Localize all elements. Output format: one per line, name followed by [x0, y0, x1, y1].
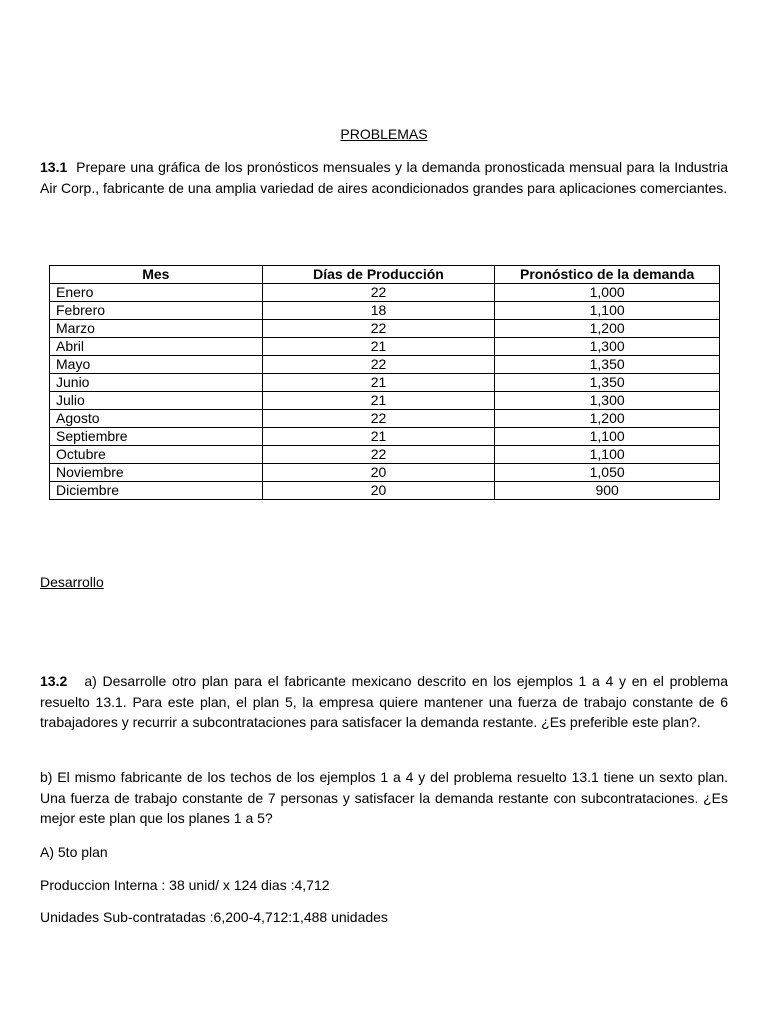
forecast-cell: 1,000	[495, 284, 720, 302]
table-row	[50, 446, 720, 464]
forecast-cell: 900	[495, 482, 720, 500]
days-cell: 21	[262, 374, 495, 392]
forecast-cell: 1,300	[495, 392, 720, 410]
forecast-cell: 1,100	[495, 446, 720, 464]
forecast-cell: 1,200	[495, 410, 720, 428]
table-header-row	[50, 266, 720, 284]
days-cell: 21	[262, 338, 495, 356]
month-cell: Junio	[50, 374, 263, 392]
table-row	[50, 356, 720, 374]
problem-number: 13.2	[40, 673, 68, 689]
forecast-cell: 1,200	[495, 320, 720, 338]
days-cell: 22	[262, 284, 495, 302]
days-cell: 21	[262, 392, 495, 410]
forecast-cell: 1,050	[495, 464, 720, 482]
days-cell: 22	[262, 410, 495, 428]
column-header-pronostico: Pronóstico de la demanda	[495, 266, 720, 284]
forecast-cell: 1,350	[495, 356, 720, 374]
page-title: PROBLEMAS	[340, 126, 428, 142]
table-row	[50, 392, 720, 410]
problem-text: Prepare una gráfica de los pronósticos mensuales y la demanda pronosticada mensual para la Industria Air Corp., fabricante de una amplia variedad de aires acondicionados grandes para aplicaciones comerciantes.	[40, 159, 728, 196]
days-cell: 22	[262, 356, 495, 374]
part-a-text: a) Desarrolle otro plan para el fabricante mexicano descrito en los ejemplos 1 a 4 y en el problema resuelto 13.1. Para este plan, el plan 5, la empresa quiere mantener una fuerza de trabajo constante de 6 trabajadores y recurrir a subcontrataciones para satisfacer la demanda restante. ¿Es preferible este plan?.	[40, 673, 728, 730]
forecast-cell: 1,100	[495, 302, 720, 320]
forecast-cell: 1,300	[495, 338, 720, 356]
plan-label: A) 5to plan	[40, 844, 108, 860]
table-row	[50, 320, 720, 338]
table-row	[50, 284, 720, 302]
month-cell: Mayo	[50, 356, 263, 374]
month-cell: Enero	[50, 284, 263, 302]
table-row	[50, 410, 720, 428]
internal-production-line: Produccion Interna : 38 unid/ x 124 dias :4,712	[40, 877, 330, 893]
desarrollo-heading: Desarrollo	[40, 574, 104, 590]
problem-13-2-part-a	[40, 671, 728, 733]
days-cell: 18	[262, 302, 495, 320]
forecast-cell: 1,350	[495, 374, 720, 392]
month-cell: Marzo	[50, 320, 263, 338]
column-header-dias: Días de Producción	[262, 266, 495, 284]
days-cell: 20	[262, 464, 495, 482]
month-cell: Abril	[50, 338, 263, 356]
table-row	[50, 428, 720, 446]
month-cell: Julio	[50, 392, 263, 410]
month-cell: Agosto	[50, 410, 263, 428]
table-row	[50, 482, 720, 500]
demand-table	[49, 265, 720, 500]
forecast-cell: 1,100	[495, 428, 720, 446]
month-cell: Febrero	[50, 302, 263, 320]
days-cell: 22	[262, 320, 495, 338]
subcontracted-units-line: Unidades Sub-contratadas :6,200-4,712:1,488 unidades	[40, 909, 388, 925]
table-row	[50, 302, 720, 320]
column-header-mes: Mes	[50, 266, 263, 284]
problem-13-2-part-b: b) El mismo fabricante de los techos de los ejemplos 1 a 4 y del problema resuelto 13.1 tiene un sexto plan. Una fuerza de trabajo constante de 7 personas y satisfacer la demanda restante con subcontrataciones. ¿Es mejor este plan que los planes 1 a 5?	[40, 769, 728, 826]
problem-13-1	[40, 157, 728, 198]
table-row	[50, 374, 720, 392]
table-row	[50, 338, 720, 356]
month-cell: Diciembre	[50, 482, 263, 500]
table-row	[50, 464, 720, 482]
month-cell: Noviembre	[50, 464, 263, 482]
problem-number: 13.1	[40, 159, 68, 175]
days-cell: 20	[262, 482, 495, 500]
days-cell: 22	[262, 446, 495, 464]
days-cell: 21	[262, 428, 495, 446]
month-cell: Septiembre	[50, 428, 263, 446]
month-cell: Octubre	[50, 446, 263, 464]
